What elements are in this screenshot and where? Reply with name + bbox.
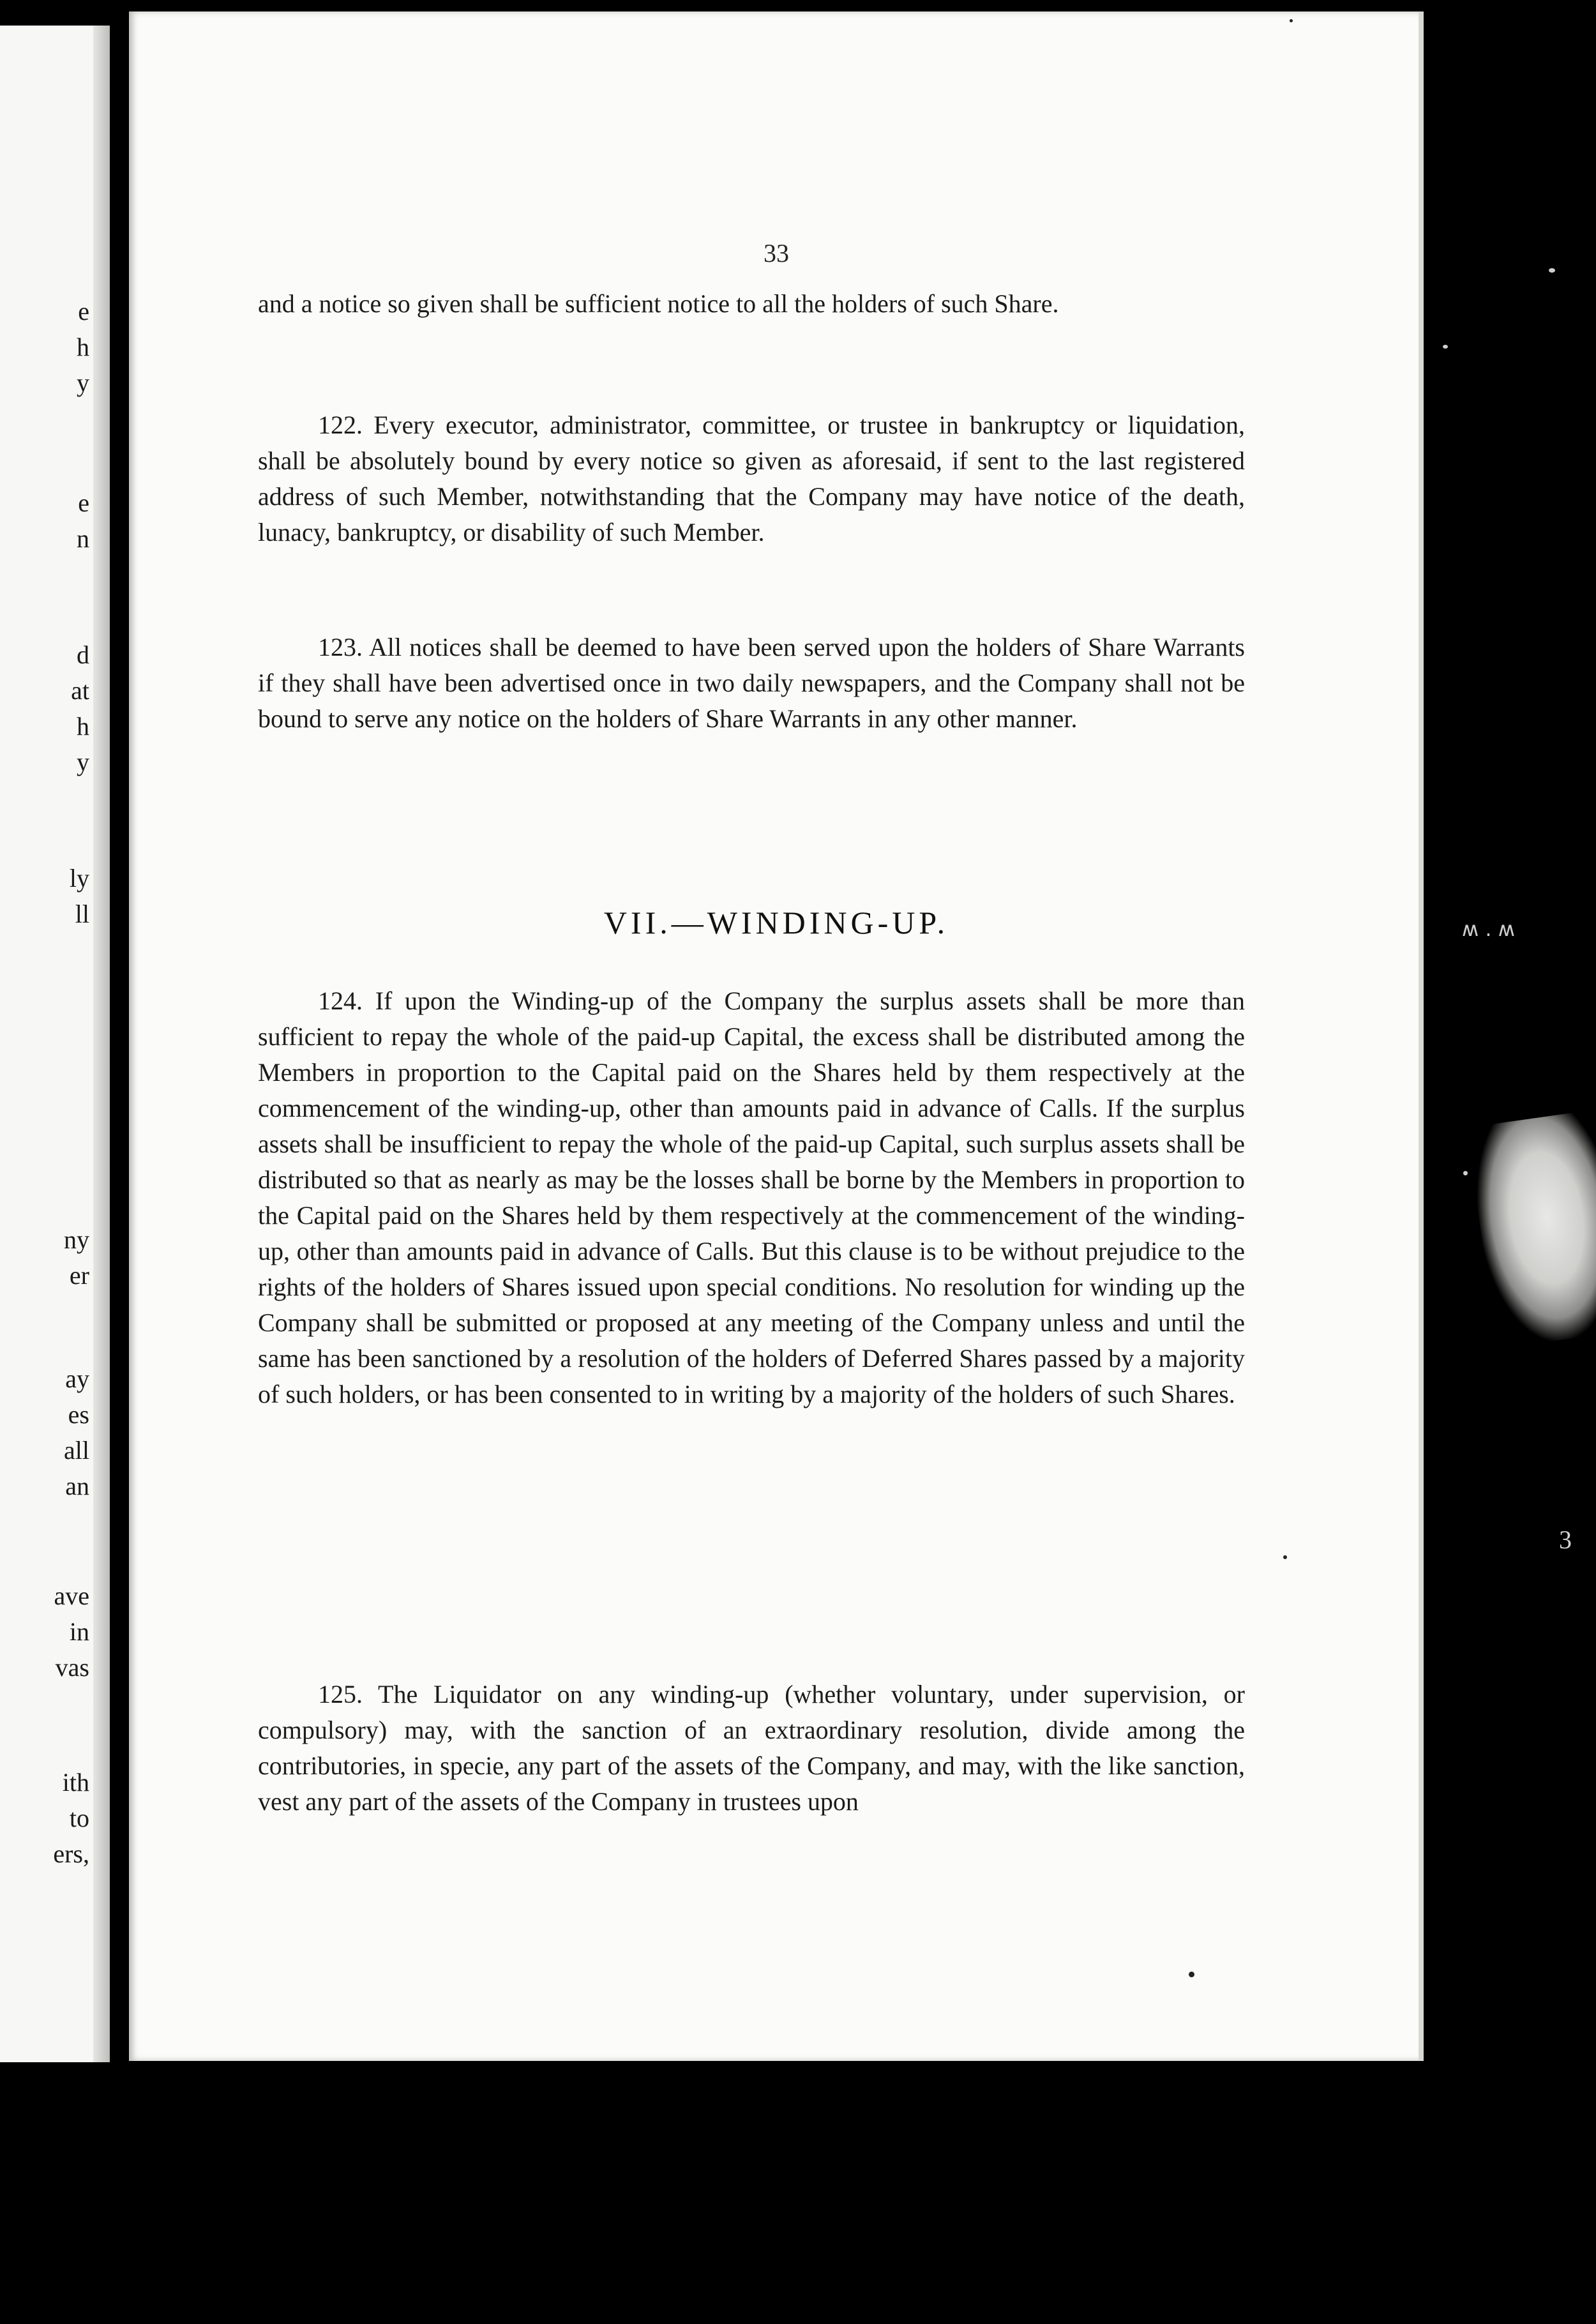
ink-speck [1283, 1555, 1287, 1559]
left-page-fragment: vas [55, 1653, 89, 1682]
left-page-fragment: n [77, 524, 89, 553]
paragraph-continuation: and a notice so given shall be sufficient notice to all the holders of such Share. [258, 289, 1059, 318]
paragraph-123: 123. All notices shall be deemed to have been served upon the holders of Share Warrants if they shall have been advertised once in two daily newspapers, and the Company shall not be bound to serve any notice on the holders of Share Warrants in any other manner. [258, 633, 1245, 733]
margin-digit: 3 [1559, 1525, 1572, 1554]
paper-stain [1466, 1109, 1596, 1349]
margin-mark: ʍ . ʍ [1462, 917, 1515, 941]
binding-gutter [110, 0, 129, 2324]
section-heading: VII.—WINDING-UP. [603, 905, 949, 940]
left-page-fragment: in [69, 1617, 89, 1646]
page-number: 33 [764, 239, 789, 268]
previous-page-edge [0, 26, 110, 2062]
ink-speck [1290, 19, 1293, 22]
paragraph-125: 125. The Liquidator on any winding-up (whether voluntary, under supervision, or compulsory) may, with the sanction of an extraordinary resolution, divide among the contributories, in specie, any part of the assets of the Company, and may, with the like sanction, vest any part of the assets of the Company in trustees upon [258, 1680, 1245, 1816]
left-page-fragment: y [77, 748, 89, 776]
left-page-fragment: er [69, 1261, 89, 1290]
left-page-fragment: ith [62, 1768, 89, 1797]
left-page-fragment: ly [69, 864, 89, 893]
page-fold-shadow [93, 26, 110, 2062]
left-page-fragment: ay [65, 1364, 89, 1393]
left-page-fragment: ave [54, 1581, 89, 1610]
left-page-fragment: ers, [53, 1839, 89, 1868]
left-page-fragment: d [77, 640, 89, 669]
page-edge [1419, 11, 1424, 2061]
left-page-fragment: e [78, 297, 89, 326]
dust-speck [1463, 1171, 1468, 1175]
paragraph-122: 122. Every executor, administrator, committee, or trustee in bankruptcy or liquidation, shall be absolutely bound by every notice so given as aforesaid, if sent to the last registered address of such Member, notwithstanding that the Company may have notice of the death, lunacy, bankruptcy, or disability of such Member. [258, 411, 1245, 547]
left-page-fragment: ny [64, 1225, 89, 1254]
left-page-fragment: to [69, 1804, 89, 1832]
document-page [129, 11, 1424, 2061]
left-page-fragment: h [77, 333, 89, 361]
dust-speck [1549, 268, 1555, 273]
left-page-fragment: all [64, 1436, 89, 1465]
left-page-fragment: y [77, 368, 89, 397]
dust-speck [1443, 345, 1448, 349]
left-page-fragment: ll [75, 900, 89, 928]
paragraph-124: 124. If upon the Winding-up of the Company the surplus assets shall be more than sufficient to repay the whole of the paid-up Capital, the excess shall be distributed among the Members in proportion to the Capital paid on the Shares held by them respectively at the commencement of the winding-up, other than amounts paid in advance of Calls. If the surplus assets shall be insufficient to repay the whole of the paid-up Capital, such surplus assets shall be distributed so that as nearly as may be the losses shall be borne by the Members in proportion to the Capital paid on the Shares held by them respectively at the commencement of the winding-up, other than amounts paid in advance of Calls. But this clause is to be without prejudice to the rights of the holders of Shares issued upon special conditions. No resolution for winding up the Company shall be submitted or proposed at any meeting of the Company unless and until the same has been sanctioned by a resolution of the holders of Deferred Shares passed by a majority of such holders, or has been consented to in writing by a majority of the holders of such Shares. [258, 986, 1245, 1408]
left-page-fragment: e [78, 488, 89, 517]
left-page-fragment: an [65, 1472, 89, 1500]
ink-speck [1189, 1972, 1194, 1977]
left-page-fragment: at [71, 676, 89, 705]
left-page-fragment: h [77, 712, 89, 741]
left-page-fragment: es [68, 1400, 89, 1429]
